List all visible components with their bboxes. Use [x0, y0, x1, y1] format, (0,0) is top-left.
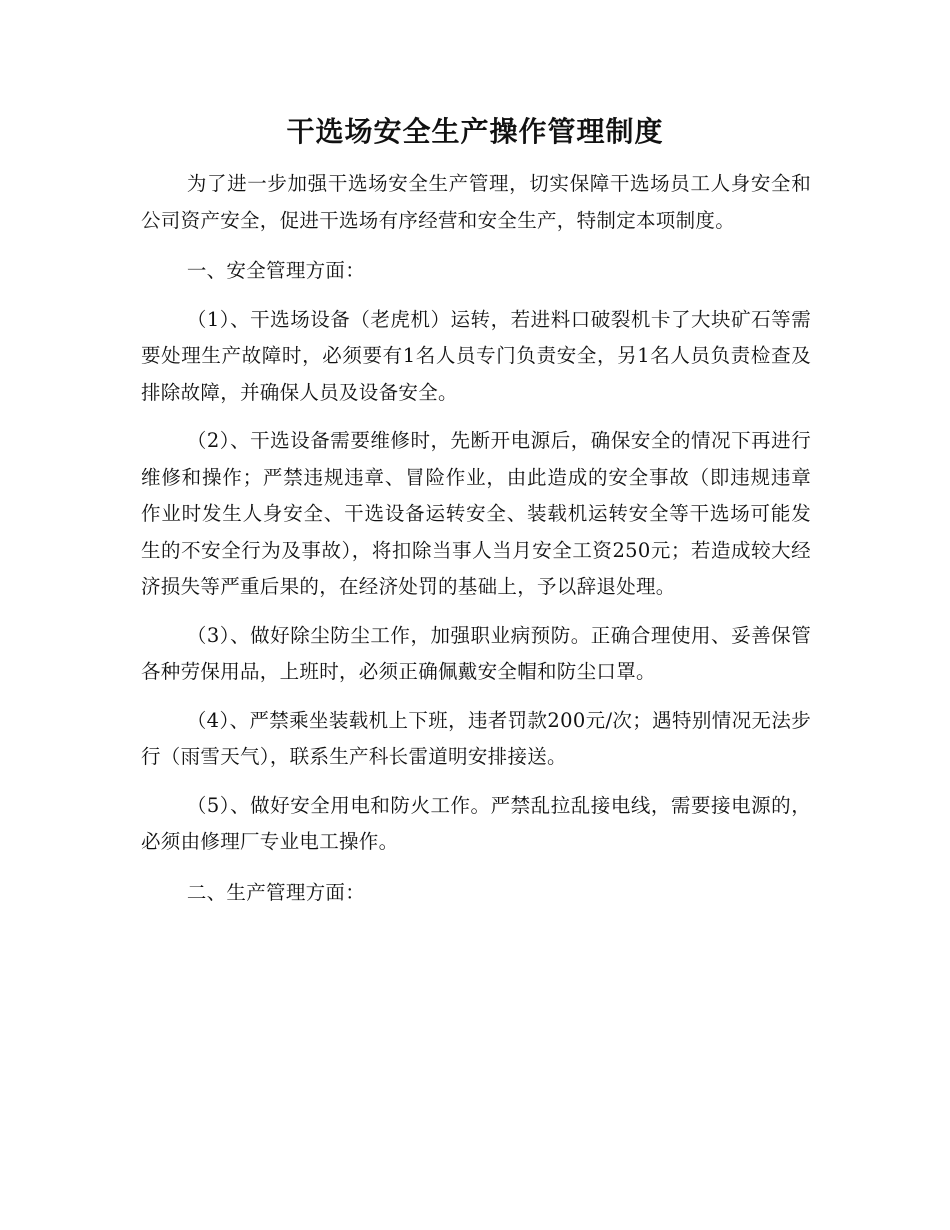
list-item: （2）、干选设备需要维修时，先断开电源后，确保安全的情况下再进行维修和操作；严禁违规违章、冒险作业，由此造成的安全事故（即违规违章作业时发生人身安全、干选设备运转安全、装载机运转安全等干选场可能发生的不安全行为及事故），将扣除当事人当月安全工资250元；若造成较大经济损失等严重后果的，在经济处罚的基础上，予以辞退处理。 [141, 429, 811, 598]
document-body [141, 166, 811, 923]
list-item: （4）、严禁乘坐装载机上下班，违者罚款200元/次；遇特别情况无法步行（雨雪天气），联系生产科长雷道明安排接送。 [141, 708, 811, 768]
list-item: （1）、干选场设备（老虎机）运转，若进料口破裂机卡了大块矿石等需要处理生产故障时，必须要有1名人员专门负责安全，另1名人员负责检查及排除故障，并确保人员及设备安全。 [141, 307, 811, 404]
list-item: （5）、做好安全用电和防火工作。严禁乱拉乱接电线，需要接电源的，必须由修理厂专业电工操作。 [141, 793, 811, 853]
section-heading-safety: 一、安全管理方面： [186, 259, 366, 282]
document-title: 干选场安全生产操作管理制度 [286, 115, 664, 148]
intro-paragraph: 为了进一步加强干选场安全生产管理，切实保障干选场员工人身安全和公司资产安全，促进干选场有序经营和安全生产，特制定本项制度。 [141, 172, 811, 232]
section-heading-production: 二、生产管理方面： [186, 880, 366, 904]
list-item: （3）、做好除尘防尘工作，加强职业病预防。正确合理使用、妥善保管各种劳保用品，上班时，必须正确佩戴安全帽和防尘口罩。 [141, 623, 811, 683]
